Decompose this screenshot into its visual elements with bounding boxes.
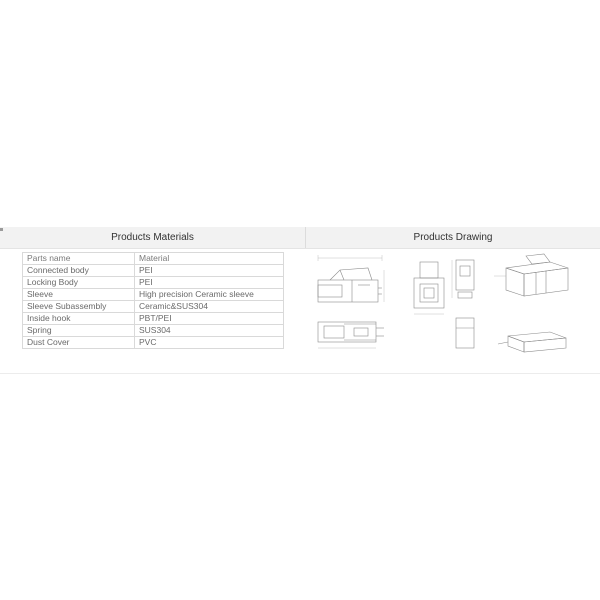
header-parts-name: Parts name [23,253,135,265]
material-cell: PVC [135,337,284,349]
table-row [23,277,284,289]
bottom-isometric-drawing [498,332,566,352]
part-name-cell: Spring [23,325,135,337]
part-name-cell: Sleeve Subassembly [23,301,135,313]
isometric-view-drawing [494,254,568,296]
material-cell: High precision Ceramic sleeve [135,289,284,301]
part-name-cell: Sleeve [23,289,135,301]
drawing-title: Products Drawing [413,232,493,243]
material-cell: PBT/PEI [135,313,284,325]
end-view-drawing [452,260,474,348]
materials-title: Products Materials [111,232,194,243]
part-name-cell: Dust Cover [23,337,135,349]
material-cell: Ceramic&SUS304 [135,301,284,313]
part-name-cell: Inside hook [23,313,135,325]
material-cell: PEI [135,265,284,277]
header-material: Material [135,253,284,265]
section-bottom-border [0,373,600,374]
product-technical-drawing [310,252,595,364]
table-row [23,289,284,301]
top-view-drawing [318,322,384,348]
product-info-section [0,227,600,375]
front-view-drawing [414,262,444,314]
part-name-cell: Locking Body [23,277,135,289]
table-row [23,265,284,277]
table-row [23,301,284,313]
part-name-cell: Connected body [23,265,135,277]
material-cell: SUS304 [135,325,284,337]
material-cell: PEI [135,277,284,289]
side-view-drawing [318,255,384,302]
materials-table [22,252,284,349]
table-row [23,313,284,325]
table-row [23,325,284,337]
table-header-row [23,253,284,265]
table-row [23,337,284,349]
